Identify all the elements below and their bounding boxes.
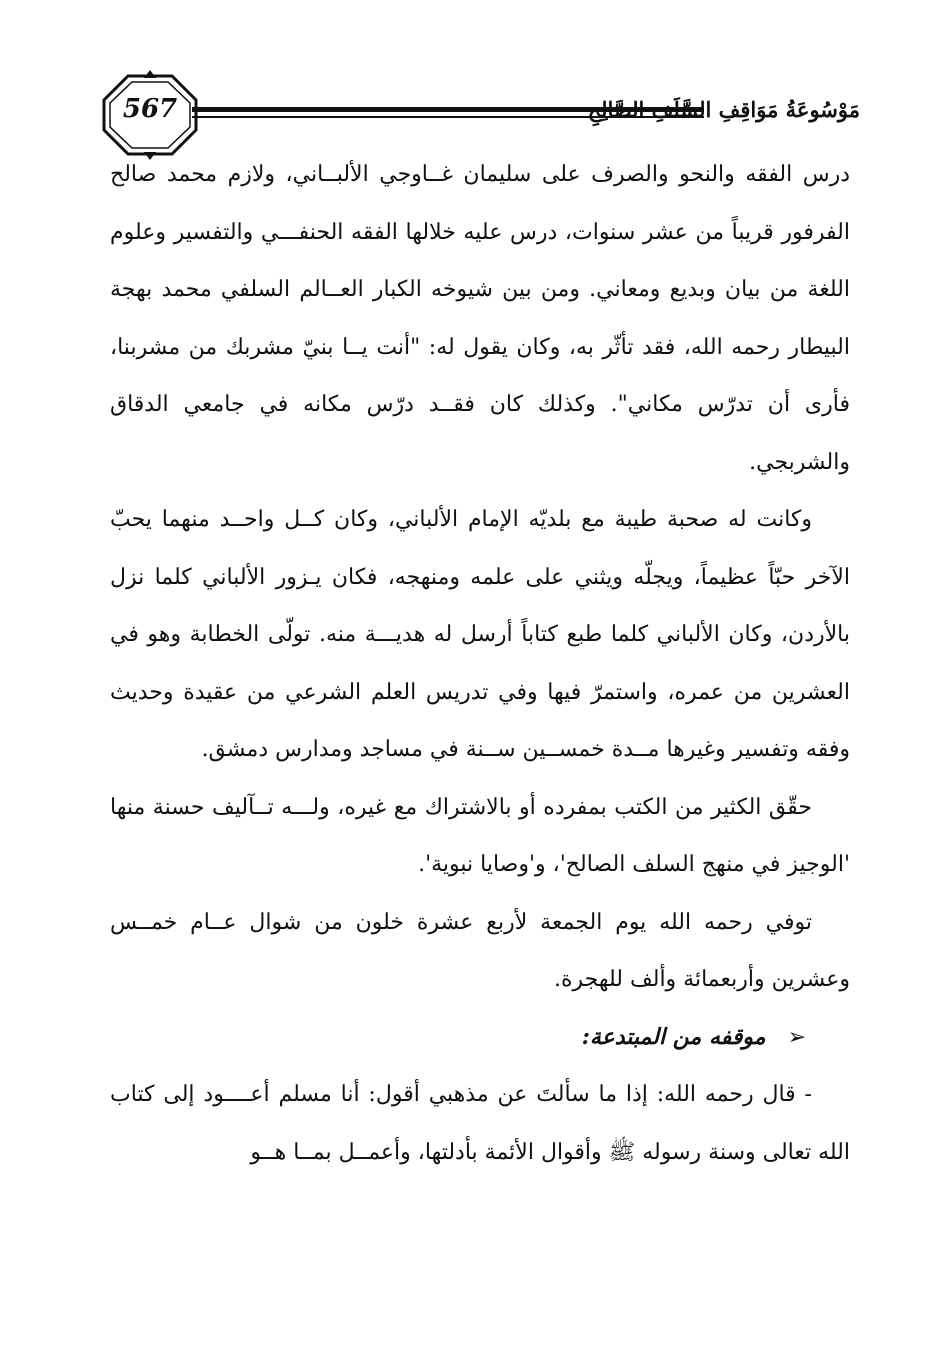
paragraph <box>110 1066 850 1181</box>
paragraph-text: حقّق الكثير من الكتب بمفرده أو بالاشتراك مع غيره، ولـــه تــآليف حسنة منها 'الوجيز في منهج السلف الصالح'، و'وصايا نبوية'. <box>110 794 850 877</box>
paragraph <box>110 894 850 1009</box>
paragraph-text: - قال رحمه الله: إذا ما سألتَ عن مذهبي أقول: أنا مسلم أعــــود إلى كتاب الله تعالى وسنة رسوله ﷺ وأقوال الأئمة بأدلتها، وأعمــل بمــا هــو <box>110 1082 850 1165</box>
page-number: 567 <box>122 94 178 124</box>
paragraph <box>110 779 850 894</box>
section-heading <box>110 1009 850 1067</box>
paragraph-text: درس الفقه والنحو والصرف على سليمان غــاوجي الألبــاني، ولازم محمد صالح الفرفور قريباً من عشر سنوات، درس عليه خلالها الفقه الحنفـــي والتفسير وعلوم اللغة من بيان وبديع ومعاني. ومن بين شيوخه الكبار العــالم السلفي محمد بهجة البيطار رحمه الله، فقد تأثّر به، وكان يقول له: "أنت يــا بنيّ مشربك من مشربنا، فأرى أن تدرّس مكاني". وكذلك كان فقــد درّس مكانه في جامعي الدقاق والشربجي. <box>110 162 850 475</box>
paragraph <box>110 146 850 491</box>
paragraph-text: وكانت له صحبة طيبة مع بلديّه الإمام الألباني، وكان كــل واحــد منهما يحبّ الآخر حبّاً عظيماً، ويجلّه ويثني على علمه ومنهجه، فكان يـزور الألباني كلما نزل بالأردن، وكان الألباني كلما طبع كتاباً أرسل له هديـــة منه. تولّى الخطابة وهو في العشرين من عمره، واستمرّ فيها وفي تدريس العلم الشرعي من عقيدة وحديث وفقه وتفسير وغيرها مــدة خمســين ســنة في مساجد ومدارس دمشق. <box>110 507 850 762</box>
arrow-left-outline-icon: ➢ <box>787 1024 806 1050</box>
page-body <box>110 146 850 1181</box>
section-heading-text: موقفه من المبتدعة: <box>581 1023 766 1050</box>
paragraph-text: توفي رحمه الله يوم الجمعة لأربع عشرة خلون من شوال عــام خمــس وعشرين وأربعمائة وألف للهجرة. <box>110 909 850 992</box>
book-title: مَوْسُوعَةُ مَوَاقِفِ السَّلَفِ الصَّالِحِ <box>587 97 860 122</box>
paragraph <box>110 491 850 779</box>
